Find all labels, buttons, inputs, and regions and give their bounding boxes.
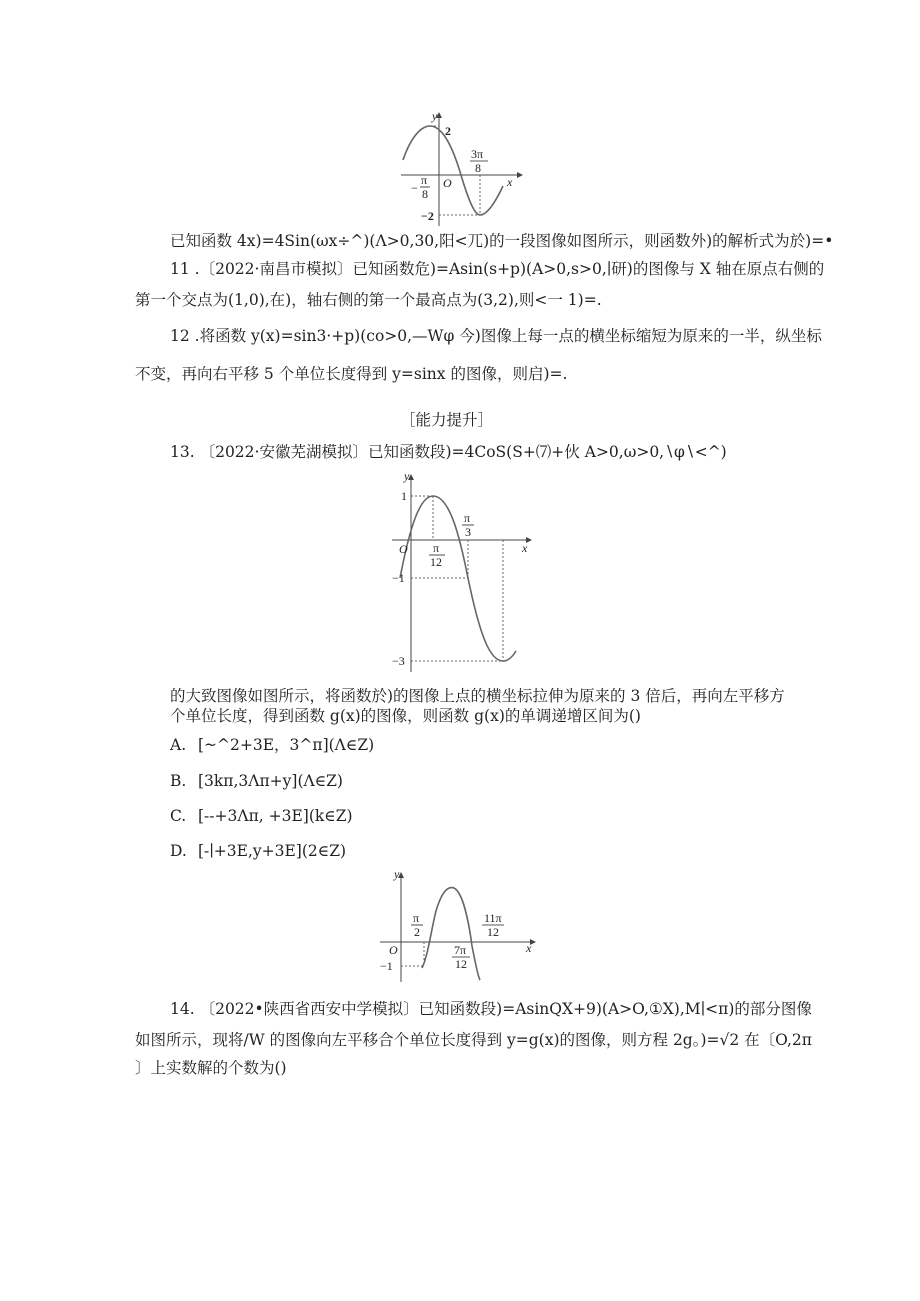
- x3-num: 11π: [484, 911, 502, 925]
- y-max-label: 2: [445, 124, 451, 138]
- origin-label: O: [389, 943, 398, 957]
- option-key: A.: [170, 736, 187, 754]
- q13-line3: 个单位长度，得到函数 g(x)的图像，则函数 g(x)的单调递增区间为(): [170, 707, 641, 725]
- x-label: x: [507, 175, 513, 189]
- x1-den: 12: [430, 555, 442, 569]
- x-right-num: 3π: [471, 147, 484, 161]
- q14-line1: 14. 〔2022•陕西省西安中学模拟〕已知函数段)=AsinQX+9)(A>O,①X),M∣<π)的部分图像: [170, 1000, 812, 1018]
- q10-graph: [395, 108, 525, 230]
- q13-line1: 13. 〔2022·安徽芜湖模拟〕已知函数段)=4CoS(S+⑺+伙 A>0,ω>0,∖φ∖<^): [170, 443, 727, 461]
- y-min-label: −1: [380, 959, 393, 973]
- option-key: B.: [170, 772, 187, 790]
- x2-den: 12: [455, 957, 467, 971]
- y-bottom-label: −3: [392, 654, 405, 668]
- x1-num: π: [413, 911, 420, 925]
- sine-curve: [422, 888, 480, 980]
- x2-num: π: [464, 511, 471, 525]
- option-key: D.: [170, 842, 187, 860]
- option-text: [--+3Λπ, +3E](k∈Z): [198, 807, 353, 825]
- q12-line1: 12 .将函数 y(x)=sin3·+p)(co>0,—Wφ 今)图像上每一点的横坐标缩短为原来的一半，纵坐标: [170, 327, 822, 345]
- q13-option-b[interactable]: [170, 771, 343, 791]
- option-text: [~^2+3E，3^π](Λ∈Z): [198, 736, 375, 754]
- x1-num: π: [433, 541, 440, 555]
- q11-line2: 第一个交点为(1,0),在)，轴右侧的第一个最高点为(3,2),则<一 1)=.: [135, 291, 602, 309]
- x2-num: 7π: [454, 943, 467, 957]
- q13-option-d[interactable]: [170, 841, 346, 861]
- q14-line2: 如图所示，现将/W 的图像向左平移合个单位长度得到 y=g(x)的图像，则方程 2g。)=√2 在〔O,2π: [135, 1031, 812, 1049]
- y-mid-label: −1: [392, 571, 405, 585]
- section-title: ［能力提升］: [400, 411, 494, 429]
- x-label: x: [522, 541, 528, 555]
- origin-label: O: [443, 176, 452, 190]
- x-left-num: π: [421, 173, 428, 187]
- x3-den: 12: [487, 925, 499, 939]
- q12-line2: 不变，再向右平移 5 个单位长度得到 y=sinx 的图像，则启)=.: [135, 365, 568, 383]
- origin-label: O: [399, 542, 408, 556]
- x-left-den: 8: [422, 187, 428, 201]
- y-top-label: 1: [401, 489, 407, 503]
- x-axis-arrow: [517, 172, 523, 178]
- option-key: C.: [170, 807, 187, 825]
- option-text: [-∣+3E,y+3E](2∈Z): [198, 842, 347, 860]
- q13-line2: 的大致图像如图所示，将函数於)的图像上点的横坐标拉伸为原来的 3 倍后，再向左平移方: [170, 687, 785, 705]
- q10-text: 已知函数 4x)=4Sin(ωx÷^)(Λ>0,30,阳<兀)的一段图像如图所示，则函数外)的解析式为於)=•: [170, 232, 834, 250]
- x-left-sign: −: [411, 181, 418, 195]
- x2-den: 3: [465, 525, 471, 539]
- q13-option-a[interactable]: [170, 735, 374, 755]
- x-right-den: 8: [475, 161, 481, 175]
- y-label: y: [404, 469, 410, 483]
- q14-graph: [358, 866, 543, 986]
- q11-line1: 11 .〔2022·南昌市模拟〕已知函数危)=Asin(s+p)(A>0,s>0,∣研)的图像与 X 轴在原点右侧的: [170, 260, 825, 278]
- y-label: y: [394, 867, 400, 881]
- y-min-label: −2: [421, 209, 434, 223]
- q13-option-c[interactable]: [170, 806, 353, 826]
- x-label: x: [526, 941, 532, 955]
- sine-curve: [403, 126, 503, 215]
- cosine-curve: [400, 496, 516, 661]
- q13-graph: [388, 468, 538, 676]
- y-label: y: [432, 109, 438, 123]
- q14-line3: 〕上实数解的个数为(): [135, 1059, 287, 1077]
- x1-den: 2: [414, 925, 420, 939]
- option-text: [3kπ,3Λπ+y](Λ∈Z): [198, 772, 343, 790]
